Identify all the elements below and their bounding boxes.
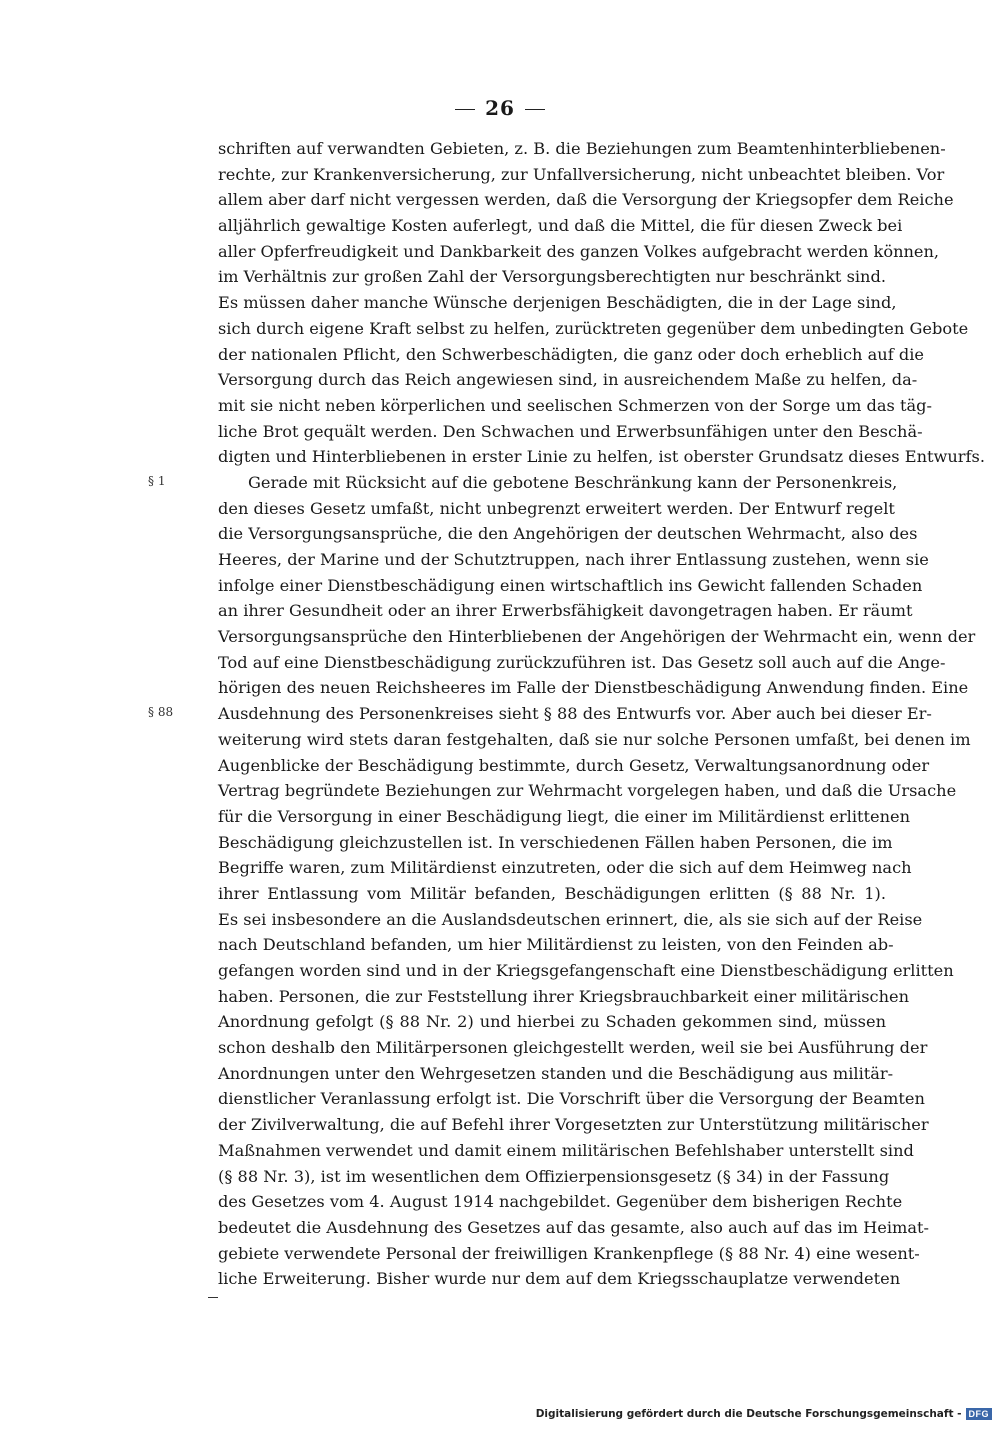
text-line: ihrer Entlassung vom Militär befanden, Beschädigungen erlitten (§ 88 Nr. 1).: [218, 883, 886, 903]
text-line: im Verhältnis zur großen Zahl der Versorgungsberechtigten nur beschränkt sind.: [218, 267, 886, 287]
text-line: mit sie nicht neben körperlichen und seelischen Schmerzen von der Sorge um das täg-: [218, 395, 932, 415]
text-line: Tod auf eine Dienstbeschädigung zurückzuführen ist. Das Gesetz soll auch auf die Ange-: [218, 652, 946, 672]
text-line: rechte, zur Krankenversicherung, zur Unfallversicherung, nicht unbeachtet bleiben. Vor: [218, 164, 945, 184]
text-line: liche Erweiterung. Bisher wurde nur dem auf dem Kriegsschauplatze verwendeten: [218, 1269, 901, 1289]
header-dash-right: [525, 109, 545, 110]
text-line: (§ 88 Nr. 3), ist im wesentlichen dem Offizierpensionsgesetz (§ 34) in der Fassung: [218, 1166, 890, 1186]
text-line: liche Brot gequält werden. Den Schwachen und Erwerbsunfähigen unter den Beschä-: [218, 421, 923, 441]
text-line: Heeres, der Marine und der Schutztruppen, nach ihrer Entlassung zustehen, wenn sie: [218, 550, 929, 569]
text-line: an ihrer Gesundheit oder an ihrer Erwerbsfähigkeit davongetragen haben. Er räumt: [218, 601, 913, 621]
text-line: aller Opferfreudigkeit und Dankbarkeit des ganzen Volkes aufgebracht werden können,: [218, 241, 940, 261]
text-line: Es müssen daher manche Wünsche derjenigen Beschädigten, die in der Lage sind,: [218, 293, 897, 313]
text-line: sich durch eigene Kraft selbst zu helfen, zurücktreten gegenüber dem unbedingten Gebote: [218, 318, 969, 338]
text-line: Augenblicke der Beschädigung bestimmte, durch Gesetz, Verwaltungsanordnung oder: [218, 755, 930, 775]
text-line: bedeutet die Ausdehnung des Gesetzes auf das gesamte, also auch auf das im Heimat-: [218, 1217, 929, 1237]
text-line: dienstlicher Veranlassung erfolgt ist. Die Vorschrift über die Versorgung der Beamten: [218, 1089, 925, 1109]
text-line: haben. Personen, die zur Feststellung ihrer Kriegsbrauchbarkeit einer militärischen: [218, 986, 910, 1006]
text-line: gefangen worden sind und in der Kriegsgefangenschaft eine Dienstbeschädigung erlitten: [218, 961, 954, 980]
text-line: Gerade mit Rücksicht auf die gebotene Beschränkung kann der Personenkreis,: [248, 472, 898, 492]
text-line: Versorgung durch das Reich angewiesen sind, in ausreichendem Maße zu helfen, da-: [218, 370, 918, 390]
digitization-credit: [536, 1408, 992, 1420]
header-dash-left: [455, 109, 475, 110]
text-line: digten und Hinterbliebenen in erster Linie zu helfen, ist oberster Grundsatz dieses Entwurfs.: [218, 447, 985, 467]
text-line: Vertrag begründete Beziehungen zur Wehrmacht vorgelegen haben, und daß die Ursache: [218, 781, 957, 801]
text-line: Versorgungsansprüche den Hinterbliebenen der Angehörigen der Wehrmacht ein, wenn der: [218, 627, 976, 647]
footer-mark: [208, 1297, 218, 1298]
margin-note-section-88: § 88: [148, 705, 174, 719]
text-line: weiterung wird stets daran festgehalten, daß sie nur solche Personen umfaßt, bei denen im: [218, 729, 971, 749]
text-line: alljährlich gewaltige Kosten auferlegt, und daß die Mittel, die für diesen Zweck bei: [218, 216, 903, 236]
text-line: Es sei insbesondere an die Auslandsdeutschen erinnert, die, als sie sich auf der Reise: [218, 909, 923, 929]
text-line: schon deshalb den Militärpersonen gleichgestellt werden, weil sie bei Ausführung der: [218, 1038, 928, 1058]
dfg-logo: DFG: [966, 1408, 993, 1420]
text-line: gebiete verwendete Personal der freiwilligen Krankenpflege (§ 88 Nr. 4) eine wesent-: [218, 1243, 920, 1263]
text-line: den dieses Gesetz umfaßt, nicht unbegrenzt erweitert werden. Der Entwurf regelt: [218, 498, 895, 518]
text-line: die Versorgungsansprüche, die den Angehörigen der deutschen Wehrmacht, also des: [218, 524, 918, 544]
text-line: der Zivilverwaltung, die auf Befehl ihrer Vorgesetzten zur Unterstützung militärischer: [218, 1115, 929, 1135]
text-line: Beschädigung gleichzustellen ist. In verschiedenen Fällen haben Personen, die im: [218, 832, 893, 852]
text-line: für die Versorgung in einer Beschädigung liegt, die einer im Militärdienst erlittenen: [218, 806, 911, 826]
text-line: Anordnung gefolgt (§ 88 Nr. 2) und hierbei zu Schaden gekommen sind, müssen: [218, 1012, 886, 1032]
text-line: Maßnahmen verwendet und damit einem militärischen Befehlshaber unterstellt sind: [218, 1140, 914, 1160]
text-line: hörigen des neuen Reichsheeres im Falle der Dienstbeschädigung Anwendung finden. Eine: [218, 678, 969, 698]
text-line: Anordnungen unter den Wehrgesetzen standen und die Beschädigung aus militär-: [218, 1063, 894, 1083]
page-number: 26: [485, 96, 515, 120]
text-line: Ausdehnung des Personenkreises sieht § 88 des Entwurfs vor. Aber auch bei dieser Er-: [218, 704, 932, 724]
credit-text: Digitalisierung gefördert durch die Deutsche Forschungsgemeinschaft -: [535, 1408, 962, 1420]
margin-note-section-1: § 1: [148, 474, 166, 488]
text-line: nach Deutschland befanden, um hier Militärdienst zu leisten, von den Feinden ab-: [218, 935, 894, 955]
body-text: [218, 136, 985, 1292]
text-line: Begriffe waren, zum Militärdienst einzutreten, oder die sich auf dem Heimweg nach: [218, 858, 912, 878]
text-line: infolge einer Dienstbeschädigung einen wirtschaftlich ins Gewicht fallenden Schaden: [218, 575, 923, 595]
page-header: [0, 96, 1000, 120]
text-line: allem aber darf nicht vergessen werden, daß die Versorgung der Kriegsopfer dem Reiche: [218, 190, 954, 210]
text-line: schriften auf verwandten Gebieten, z. B. die Beziehungen zum Beamtenhinterbliebenen-: [218, 139, 946, 158]
text-line: der nationalen Pflicht, den Schwerbeschädigten, die ganz oder doch erheblich auf die: [218, 344, 924, 364]
text-line: des Gesetzes vom 4. August 1914 nachgebildet. Gegenüber dem bisherigen Rechte: [218, 1192, 903, 1212]
